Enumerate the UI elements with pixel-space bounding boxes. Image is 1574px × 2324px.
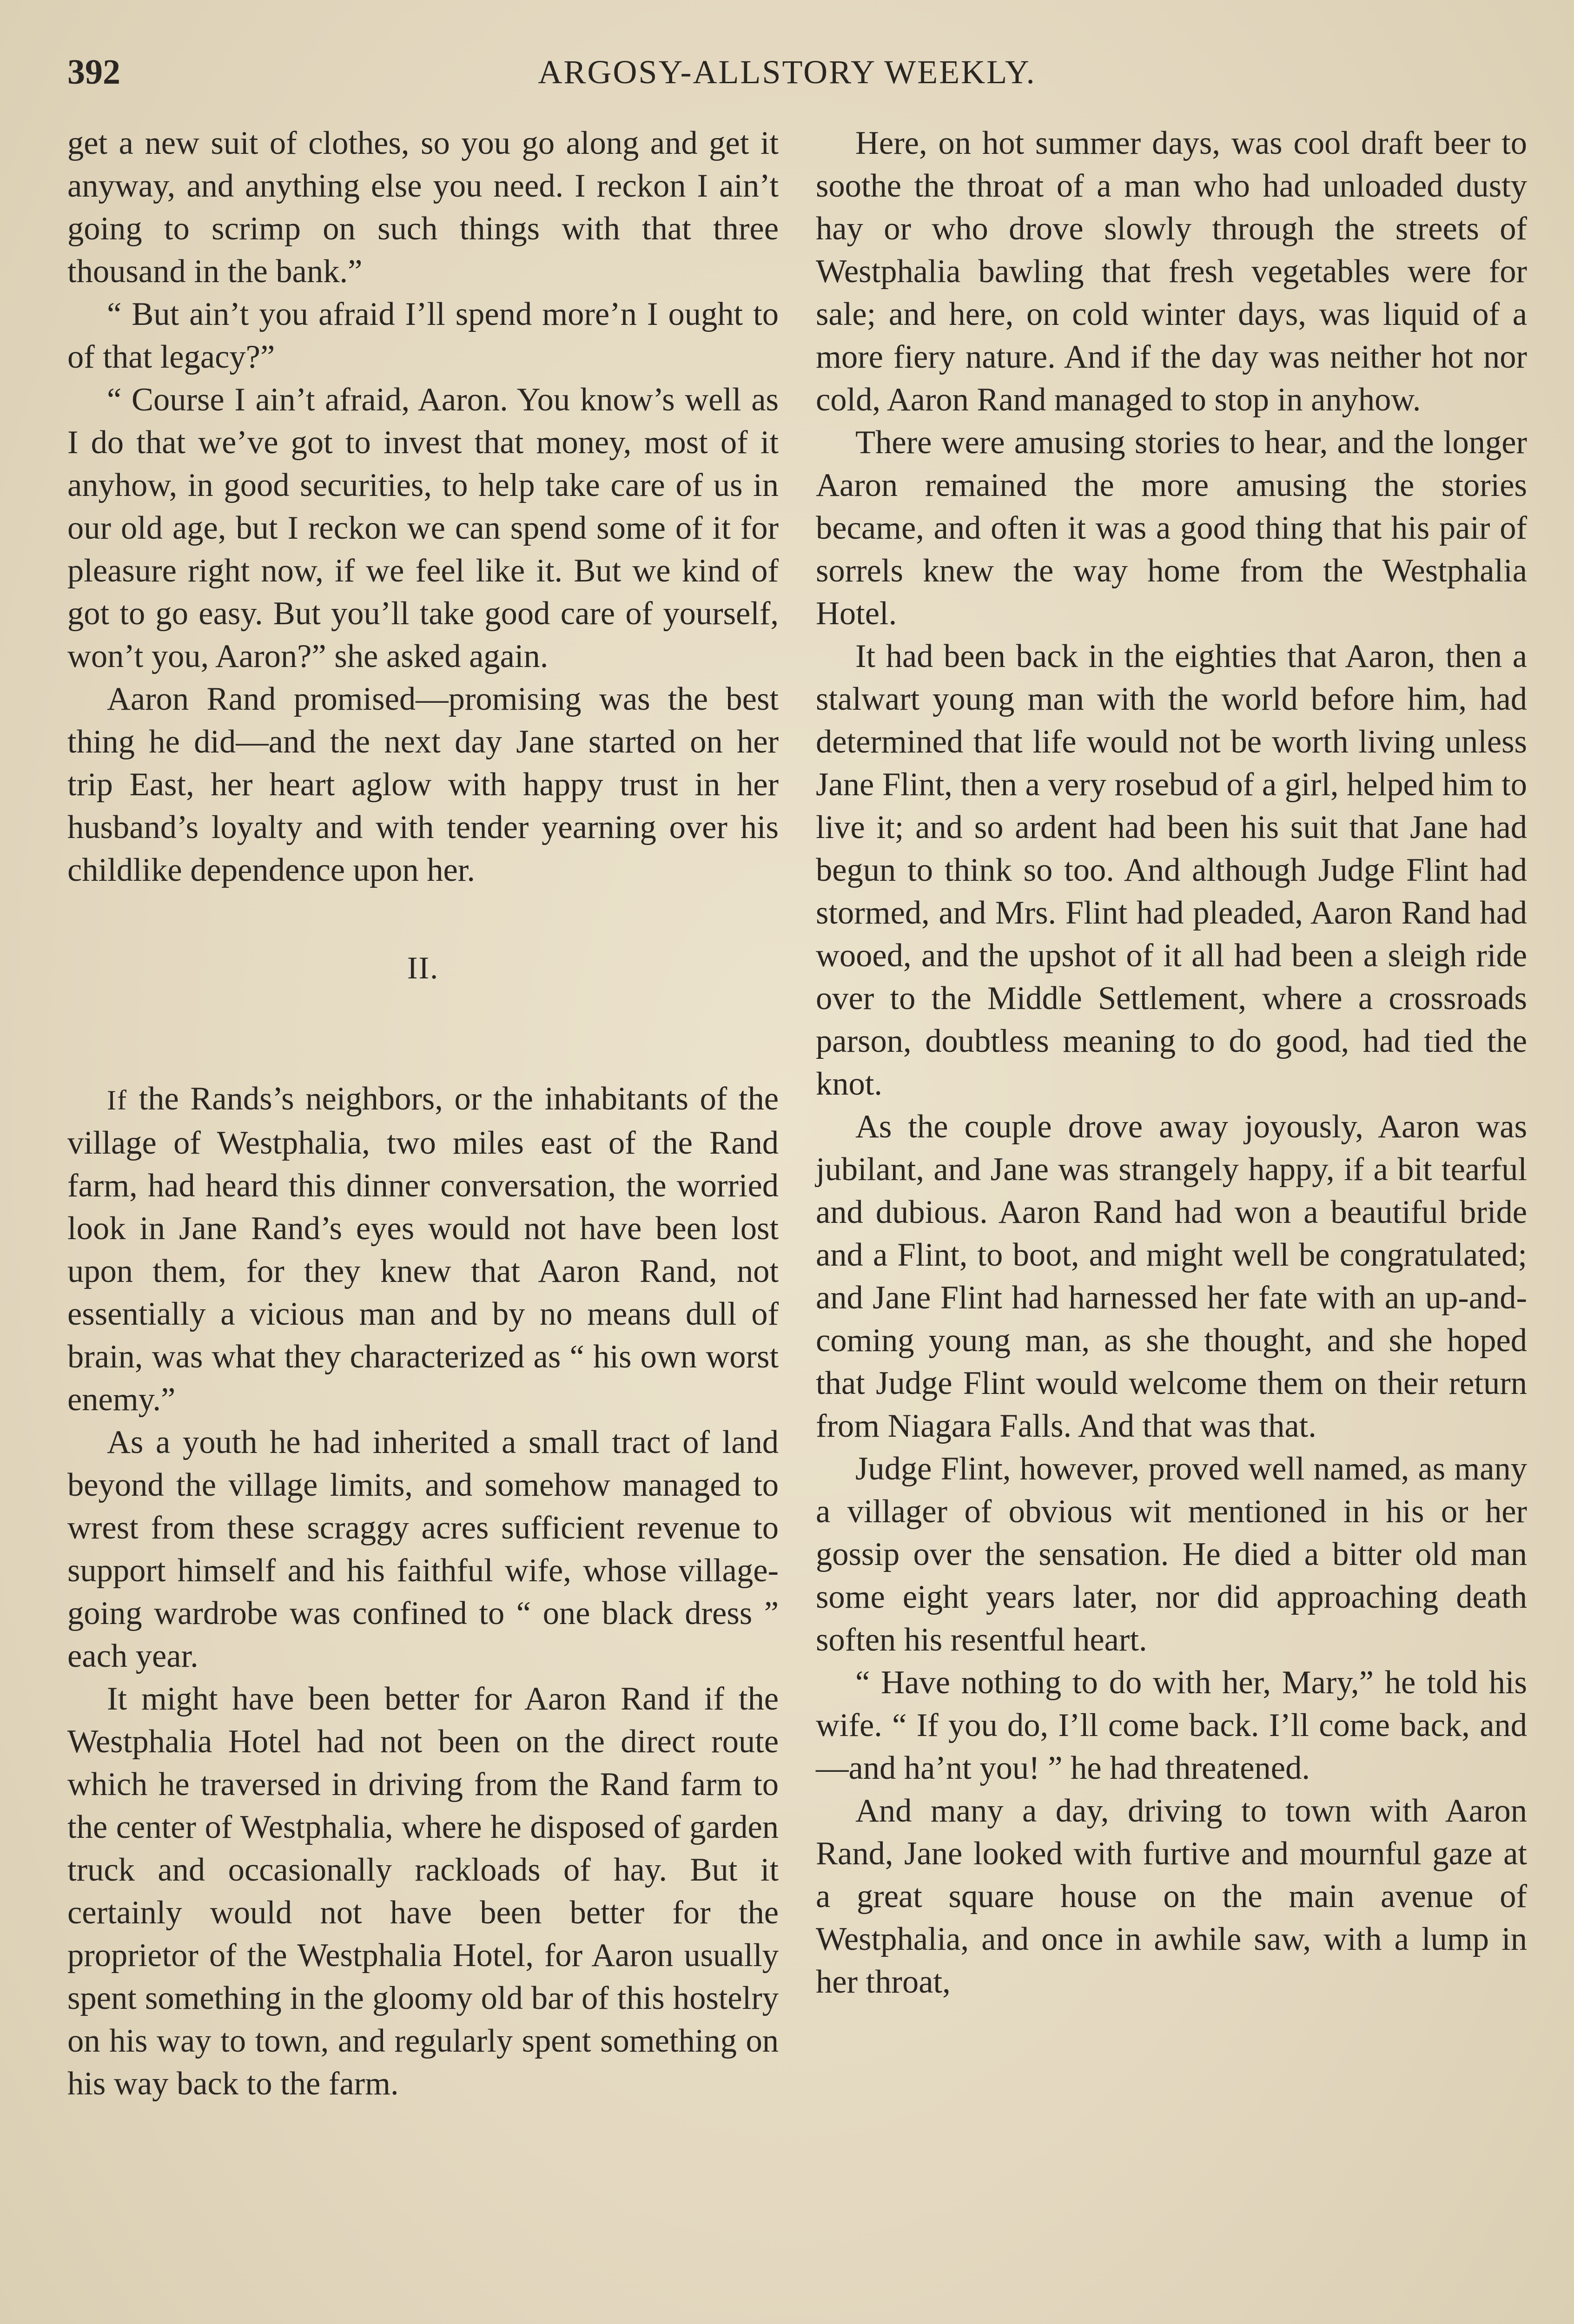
paragraph: There were amusing stories to hear, and the longer Aaron remained the more amusing the stories became, and often it was a good thing that his pair of sorrels knew the way home from the Westphalia Hotel. — [816, 424, 1527, 632]
right-column — [816, 122, 1527, 2003]
left-column — [67, 122, 779, 2105]
paragraph: And many a day, driving to town with Aaron Rand, Jane looked with furtive and mournful gaze at a great square house on the main avenue of Westphalia, and once in awhile saw, with a lump in her throat, — [816, 1793, 1527, 2000]
paragraph: As the couple drove away joyously, Aaron was jubilant, and Jane was strangely happy, if a bit tearful and dubious. Aaron Rand had won a beautiful bride and a Flint, to boot, and might well be congratulated; and Jane Flint had harnessed her fate with an up-and-coming young man, as she thought, and she hoped that Judge Flint would welcome them on their return from Niagara Falls. And that was that. — [816, 1109, 1527, 1444]
paragraph: Aaron Rand promised—promising was the best thing he did—and the next day Jane started on her trip East, her heart aglow with happy trust in her husband’s loyalty and with tender yearning over his childlike dependence upon her. — [67, 681, 779, 888]
drop-cap: If — [107, 1085, 127, 1116]
paragraph: Judge Flint, however, proved well named, as many a villager of obvious wit mentioned in his or her gossip over the sensation. He died a bitter old man some eight years later, nor did approaching death soften his resentful heart. — [816, 1451, 1527, 1658]
page-header — [67, 46, 1507, 98]
paragraph: get a new suit of clothes, so you go along and get it anyway, and anything else you need. I reckon I ain’t going to scrimp on such things with that three thousand in the bank.” — [67, 125, 779, 290]
paragraph: It might have been better for Aaron Rand if the Westphalia Hotel had not been on the direct route which he traversed in driving from the Rand farm to the center of Westphalia, where he disposed of garden truck and occasionally rackloads of hay. But it certainly would not have been better for the proprietor of the Westphalia Hotel, for Aaron usually spent something in the gloomy old bar of this hostelry on his way to town, and regularly spent something on his way back to the farm. — [67, 1681, 779, 2102]
page-number: 392 — [67, 53, 120, 92]
paragraph-text: the Rands’s neighbors, or the inhabitants of the village of Westphalia, two miles east of the Rand farm, had heard this dinner conversation, the worried look in Jane Rand’s eyes would not have been lost upon them, for they knew that Aaron Rand, not essentially a vicious man and by no means dull of brain, was what they characterized as “ his own worst enemy.” — [67, 1081, 779, 1418]
paragraph: “ Have nothing to do with her, Mary,” he told his wife. “ If you do, I’ll come back. I’ll come back, and—and ha’nt you! ” he had threatened. — [816, 1664, 1527, 1786]
section-first-paragraph — [67, 1077, 779, 1421]
section-heading: II. — [407, 950, 439, 985]
paragraph: “ Course I ain’t afraid, Aaron. You know’s well as I do that we’ve got to invest that money, most of it anyhow, in good securities, to help take care of us in our old age, but I reckon we can spend some of it for pleasure right now, if we feel like it. But we kind of got to go easy. But you’ll take good care of yourself, won’t you, Aaron?” she asked again. — [67, 382, 779, 674]
paragraph: As a youth he had inherited a small tract of land beyond the village limits, and somehow managed to wrest from these scraggy acres sufficient revenue to support himself and his faithful wife, whose village-going wardrobe was confined to “ one black dress ” each year. — [67, 1424, 779, 1674]
paragraph: Here, on hot summer days, was cool draft beer to soothe the throat of a man who had unloaded dusty hay or who drove slowly through the streets of Westphalia bawling that fresh vegetables were for sale; and here, on cold winter days, was liquid of a more fiery nature. And if the day was neither hot nor cold, Aaron Rand managed to stop in anyhow. — [816, 125, 1527, 418]
running-head: ARGOSY-ALLSTORY WEEKLY. — [538, 53, 1036, 91]
paragraph: It had been back in the eighties that Aaron, then a stalwart young man with the world before him, had determined that life would not be worth living unless Jane Flint, then a very rosebud of a girl, helped him to live it; and so ardent had been his suit that Jane had begun to think so too. And although Judge Flint had stormed, and Mrs. Flint had pleaded, Aaron Rand had wooed, and the upshot of it all had been a sleigh ride over to the Middle Settlement, where a crossroads parson, doubtless meaning to do good, had tied the knot. — [816, 638, 1527, 1102]
paragraph: “ But ain’t you afraid I’ll spend more’n I ought to of that legacy?” — [67, 296, 779, 375]
